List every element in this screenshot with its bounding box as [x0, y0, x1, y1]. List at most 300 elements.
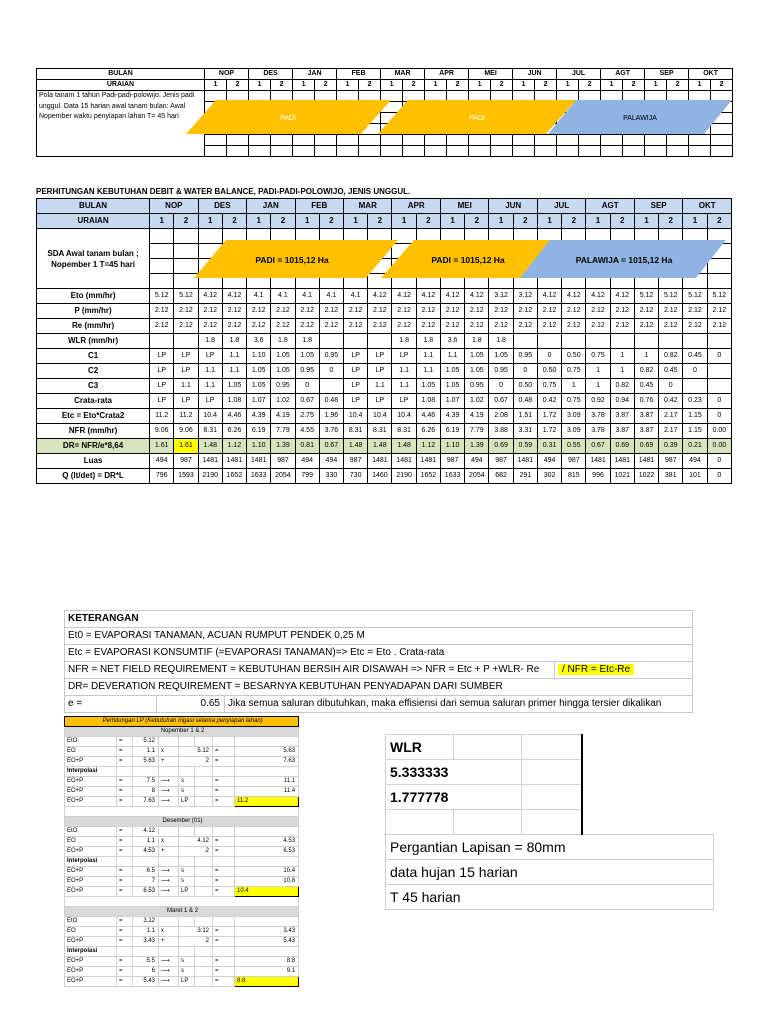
arrow-icon: ⟶	[159, 957, 179, 967]
value-cell: LP	[174, 349, 198, 364]
lp-cell: 4.12	[133, 827, 159, 837]
lp-cell	[213, 917, 235, 927]
half-month-header: 1	[557, 80, 579, 91]
value-cell: 1.1	[416, 364, 440, 379]
value-cell: 0.48	[319, 394, 343, 409]
lp-cell: =	[213, 957, 235, 967]
value-cell: 0.69	[634, 439, 658, 454]
month-header: DES	[198, 199, 246, 214]
value-cell: 0.82	[610, 379, 634, 394]
lp-cell: 2	[179, 937, 213, 947]
half-month-header: 1	[295, 214, 319, 229]
half-month-header: 1	[440, 214, 464, 229]
value-cell: 4.12	[465, 289, 489, 304]
lp-result: 8.8	[235, 977, 299, 987]
lp-cell: x	[159, 927, 179, 937]
lp-cell: =	[117, 867, 133, 877]
lp-cell	[133, 767, 159, 777]
lp-cell: EO+P	[65, 757, 117, 767]
lp-cell: =	[213, 797, 235, 807]
value-cell: 0	[707, 349, 731, 364]
lp-cell	[195, 767, 213, 777]
value-cell: 0	[683, 364, 707, 379]
value-cell: 2.12	[683, 319, 707, 334]
value-cell: 987	[489, 454, 513, 469]
value-cell: 4.1	[319, 289, 343, 304]
lp-cell: s	[179, 967, 195, 977]
legend-table	[64, 610, 693, 713]
value-cell: 1.05	[489, 349, 513, 364]
lp-cell	[179, 827, 195, 837]
lp-row	[65, 927, 299, 937]
lp-cell	[65, 807, 299, 817]
value-cell: 494	[465, 454, 489, 469]
bulan-header: BULAN	[37, 69, 205, 80]
lp-row	[65, 797, 299, 807]
value-cell: 1.05	[295, 349, 319, 364]
value-cell: 1.8	[295, 334, 319, 349]
palawija-area-band-label: PALAWIJA = 1015,12 Ha	[575, 255, 673, 265]
water-balance-title: PERHITUNGAN KEBUTUHAN DEBIT & WATER BALANCE, PADI-PADI-POLOWIJO, JENIS UNGGUL.	[36, 187, 411, 196]
value-cell: 2.12	[222, 304, 246, 319]
value-cell: 0.50	[537, 364, 561, 379]
lp-cell	[195, 777, 213, 787]
value-cell: 9.06	[174, 424, 198, 439]
data-row	[37, 454, 732, 469]
months-row	[37, 69, 733, 80]
value-cell: 6.19	[247, 424, 271, 439]
value-cell: 2.12	[416, 319, 440, 334]
lp-cell: s	[179, 787, 195, 797]
wlr-value-1: 5.333333	[386, 760, 522, 785]
value-cell: LP	[344, 379, 368, 394]
value-cell: 5.12	[659, 289, 683, 304]
value-cell: 2.12	[586, 319, 610, 334]
value-cell: 1481	[247, 454, 271, 469]
lp-section-row	[65, 817, 299, 827]
value-cell: 1.39	[465, 439, 489, 454]
value-cell: 3.09	[562, 424, 586, 439]
value-cell: 4.1	[344, 289, 368, 304]
value-cell: 2.12	[610, 304, 634, 319]
value-cell: 0.45	[634, 379, 658, 394]
half-month-header: 1	[425, 80, 447, 91]
value-cell: 2.12	[392, 319, 416, 334]
lp-cell: 7	[133, 877, 159, 887]
lp-cell: =	[117, 887, 133, 897]
value-cell: 987	[440, 454, 464, 469]
value-cell: 2.12	[562, 304, 586, 319]
value-cell: 0.95	[295, 364, 319, 379]
value-cell: 1.10	[440, 439, 464, 454]
lp-row	[65, 847, 299, 857]
lp-cell: =	[117, 777, 133, 787]
value-cell: LP	[150, 394, 174, 409]
lp-cell	[235, 947, 299, 957]
arrow-icon: ⟶	[159, 877, 179, 887]
half-month-header: 2	[222, 214, 246, 229]
lp-title: Perhitungan LP (Kebutuhan Irigasi selama penyiapan lahan)	[65, 717, 299, 727]
value-cell: 682	[489, 469, 513, 484]
value-cell: 2.12	[537, 319, 561, 334]
lp-cell: EO+P	[65, 877, 117, 887]
lp-row	[65, 837, 299, 847]
value-cell: 2.12	[586, 304, 610, 319]
value-cell: 1.1	[222, 349, 246, 364]
lp-cell: s	[179, 867, 195, 877]
lp-cell: 1.1	[133, 747, 159, 757]
value-cell: 0.67	[319, 439, 343, 454]
data-row	[37, 394, 732, 409]
value-cell: 2.12	[489, 304, 513, 319]
lp-cell	[195, 787, 213, 797]
month-header: SEP	[634, 199, 682, 214]
row-label: Re (mm/hr)	[37, 319, 150, 334]
lp-row	[65, 967, 299, 977]
value-cell: 1.07	[247, 394, 271, 409]
lp-cell: 3.43	[235, 927, 299, 937]
value-cell	[319, 379, 343, 394]
lp-cell: LP	[179, 797, 195, 807]
lp-cell	[213, 767, 235, 777]
value-cell: 2.12	[368, 304, 392, 319]
crop-band-diagram	[36, 90, 732, 156]
arrow-icon: ⟶	[159, 797, 179, 807]
value-cell: 5.12	[150, 289, 174, 304]
lp-cell	[235, 857, 299, 867]
value-cell: LP	[368, 349, 392, 364]
value-cell: 3.87	[610, 409, 634, 424]
arrow-icon: ⟶	[159, 887, 179, 897]
lp-cell: 3.12	[179, 927, 213, 937]
value-cell: 1.61	[174, 439, 198, 454]
data-row	[37, 289, 732, 304]
value-cell: 0	[537, 349, 561, 364]
value-cell: 0.59	[513, 439, 537, 454]
lp-cell: 6.5	[133, 867, 159, 877]
half-month-header: 1	[601, 80, 623, 91]
value-cell: 0	[319, 364, 343, 379]
value-cell: 1481	[610, 454, 634, 469]
padi-area-band-1-label: PADI = 1015,12 Ha	[255, 255, 329, 265]
month-header: FEB	[295, 199, 343, 214]
value-cell: LP	[392, 394, 416, 409]
value-cell: 4.39	[440, 409, 464, 424]
month-header: SEP	[645, 69, 689, 80]
month-header: NOP	[150, 199, 198, 214]
legend-line-etc: Etc = EVAPORASI KONSUMTIF (=EVAPORASI TANAMAN)=> Etc = Eto . Crata-rata	[65, 645, 693, 662]
value-cell: LP	[344, 364, 368, 379]
value-cell: 1652	[416, 469, 440, 484]
value-cell: LP	[198, 349, 222, 364]
uraian-header: URAIAN	[37, 214, 150, 229]
value-cell: 494	[683, 454, 707, 469]
value-cell: 1633	[247, 469, 271, 484]
sda-label: SDA Awal tanam bulan ; Nopember 1 T=45 hari	[37, 229, 150, 289]
lp-cell	[159, 737, 179, 747]
value-cell: 0	[707, 394, 731, 409]
lp-section-title: Desember (01)	[65, 817, 299, 827]
data-row	[37, 319, 732, 334]
value-cell: 1.51	[513, 409, 537, 424]
value-cell: 2.12	[440, 304, 464, 319]
value-cell: 0.00	[707, 439, 731, 454]
value-cell: 0.75	[537, 379, 561, 394]
value-cell: 0.67	[295, 394, 319, 409]
value-cell: 1.05	[465, 349, 489, 364]
lp-cell: 6.53	[133, 887, 159, 897]
value-cell: 2.12	[319, 304, 343, 319]
lp-cell: 5.12	[133, 737, 159, 747]
half-month-header: 1	[381, 80, 403, 91]
lp-row	[65, 857, 299, 867]
value-cell: 1481	[634, 454, 658, 469]
value-cell: 1.61	[150, 439, 174, 454]
value-cell: 2.12	[562, 319, 586, 334]
value-cell: 1.8	[198, 334, 222, 349]
value-cell: 0.00	[707, 424, 731, 439]
value-cell: 1.8	[465, 334, 489, 349]
half-month-header: 1	[513, 80, 535, 91]
value-cell: 2.12	[295, 319, 319, 334]
value-cell: 3.09	[562, 409, 586, 424]
lp-cell: s	[179, 777, 195, 787]
value-cell: 815	[562, 469, 586, 484]
data-row	[37, 424, 732, 439]
lp-section-title: Maret 1 & 2	[65, 907, 299, 917]
value-cell: 2.12	[344, 304, 368, 319]
row-label: Crata-rata	[37, 394, 150, 409]
arrow-icon: ⟶	[159, 977, 179, 987]
half-month-header: 2	[491, 80, 513, 91]
lp-cell: EtO	[65, 917, 117, 927]
lp-row	[65, 947, 299, 957]
lp-cell: EO	[65, 837, 117, 847]
lp-row	[65, 977, 299, 987]
value-cell: 2.12	[707, 304, 731, 319]
value-cell: 2.12	[247, 319, 271, 334]
value-cell: 8.31	[392, 424, 416, 439]
value-cell: 1	[610, 349, 634, 364]
value-cell: 0	[295, 379, 319, 394]
lp-cell: =	[117, 977, 133, 987]
value-cell: 2.12	[440, 319, 464, 334]
value-cell: 0.75	[562, 394, 586, 409]
value-cell: 3.87	[610, 424, 634, 439]
value-cell: 5.12	[634, 289, 658, 304]
lp-cell: 6	[133, 967, 159, 977]
value-cell: 2.12	[295, 304, 319, 319]
lp-cell	[133, 947, 159, 957]
lp-row	[65, 937, 299, 947]
value-cell: 2.17	[659, 409, 683, 424]
half-month-header: 1	[198, 214, 222, 229]
value-cell: 0.81	[295, 439, 319, 454]
half-month-header: 2	[416, 214, 440, 229]
lp-cell: 1.1	[133, 927, 159, 937]
month-header: NOP	[205, 69, 249, 80]
efficiency-note: Jika semua saluran dibutuhkan, maka effisiensi dari semua saluran primer hingga tersier dikalikan	[225, 696, 693, 713]
value-cell: 2.12	[465, 319, 489, 334]
value-cell: 0.75	[562, 364, 586, 379]
value-cell: LP	[174, 364, 198, 379]
lp-section-row	[65, 727, 299, 737]
lp-cell: EO+P	[65, 867, 117, 877]
half-month-header: 2	[403, 80, 425, 91]
value-cell: LP	[368, 394, 392, 409]
lp-cell	[213, 827, 235, 837]
value-cell: 1	[634, 349, 658, 364]
wlr-value-2: 1.777778	[386, 785, 522, 810]
lp-cell	[195, 867, 213, 877]
value-cell: 2.12	[247, 304, 271, 319]
value-cell: 4.39	[247, 409, 271, 424]
lp-result: 10.4	[235, 887, 299, 897]
value-cell: 1.1	[440, 349, 464, 364]
value-cell: LP	[150, 379, 174, 394]
lp-cell	[195, 737, 213, 747]
value-cell: 4.12	[368, 289, 392, 304]
value-cell: 2.12	[368, 319, 392, 334]
value-cell: 302	[537, 469, 561, 484]
pattern-note: Pola tanam 1 tahun Padi-padi-polowijo. Jenis padi unggul. Data 15 harian awal tanam bulan: Awal Nopember waktu penyiapan lahan T= 45 hari	[37, 91, 205, 157]
lp-cell: +	[159, 847, 179, 857]
value-cell: 0.45	[683, 349, 707, 364]
legend-title: KETERANGAN	[65, 611, 693, 628]
lp-cell: =	[117, 757, 133, 767]
lp-cell: 8.8	[235, 957, 299, 967]
value-cell: 1633	[440, 469, 464, 484]
value-cell	[150, 334, 174, 349]
value-cell: 2.75	[295, 409, 319, 424]
halves-row	[37, 80, 733, 91]
uraian-header: URAIAN	[37, 80, 205, 91]
value-cell: 1.8	[392, 334, 416, 349]
lp-cell: EO+P	[65, 777, 117, 787]
lp-cell: =	[117, 847, 133, 857]
month-header: AGT	[586, 199, 634, 214]
value-cell: 3.31	[513, 424, 537, 439]
value-cell: 1.07	[440, 394, 464, 409]
lp-cell: EO+P	[65, 967, 117, 977]
value-cell: 3.78	[586, 424, 610, 439]
lp-cell: 4.53	[235, 837, 299, 847]
data-row	[37, 439, 732, 454]
lp-cell: =	[117, 927, 133, 937]
lp-row	[65, 827, 299, 837]
value-cell: 1.8	[416, 334, 440, 349]
lp-cell: Interpolasi	[65, 767, 117, 777]
value-cell: 1460	[368, 469, 392, 484]
value-cell	[513, 334, 537, 349]
lp-cell: =	[213, 887, 235, 897]
value-cell	[634, 334, 658, 349]
value-cell	[683, 379, 707, 394]
lp-spacer-row	[65, 807, 299, 817]
half-month-header: 1	[469, 80, 491, 91]
palawija-band-label: PALAWIJA	[623, 115, 657, 122]
value-cell: 0.95	[271, 379, 295, 394]
value-cell: 0.69	[489, 439, 513, 454]
month-header: JUL	[537, 199, 585, 214]
value-cell: 4.1	[295, 289, 319, 304]
lp-cell	[195, 857, 213, 867]
value-cell: 2.12	[610, 319, 634, 334]
half-month-header: 2	[562, 214, 586, 229]
lp-cell: EO+P	[65, 787, 117, 797]
value-cell: 494	[319, 454, 343, 469]
half-month-header: 1	[249, 80, 271, 91]
value-cell: 2.12	[222, 319, 246, 334]
half-month-header: 1	[205, 80, 227, 91]
lp-cell: 5.5	[133, 957, 159, 967]
lp-cell	[213, 737, 235, 747]
lp-cell: x	[159, 837, 179, 847]
value-cell: 10.4	[198, 409, 222, 424]
value-cell: 2.12	[198, 304, 222, 319]
lp-row	[65, 787, 299, 797]
value-cell	[659, 334, 683, 349]
value-cell: 0.42	[537, 394, 561, 409]
month-header: MAR	[381, 69, 425, 80]
lp-cell	[195, 877, 213, 887]
half-month-header: 1	[293, 80, 315, 91]
value-cell: 987	[271, 454, 295, 469]
value-cell: 4.55	[295, 424, 319, 439]
value-cell: 4.46	[416, 409, 440, 424]
value-cell: 1.8	[271, 334, 295, 349]
value-cell: 1.05	[222, 379, 246, 394]
value-cell: 2.12	[465, 304, 489, 319]
value-cell: 4.46	[222, 409, 246, 424]
padi-area-band-2-label: PADI = 1015,12 Ha	[431, 255, 505, 265]
lp-cell	[179, 947, 195, 957]
value-cell: 494	[295, 454, 319, 469]
value-cell: 987	[562, 454, 586, 469]
value-cell: 2.12	[537, 304, 561, 319]
value-cell: 2.12	[271, 304, 295, 319]
value-cell: 1.96	[319, 409, 343, 424]
value-cell: 494	[537, 454, 561, 469]
lp-cell: 5.43	[235, 937, 299, 947]
value-cell: 1481	[416, 454, 440, 469]
value-cell: 1.48	[368, 439, 392, 454]
lp-cell: EO	[65, 747, 117, 757]
value-cell: 0.42	[659, 394, 683, 409]
value-cell: 3.78	[586, 409, 610, 424]
lp-cell: EtO	[65, 827, 117, 837]
value-cell: 1.1	[198, 379, 222, 394]
lp-cell: 7.63	[235, 757, 299, 767]
value-cell	[586, 334, 610, 349]
value-cell: 3.12	[489, 289, 513, 304]
lp-cell: =	[213, 977, 235, 987]
half-month-header: 2	[368, 214, 392, 229]
lp-cell	[195, 887, 213, 897]
value-cell: 7.79	[465, 424, 489, 439]
value-cell: 6.26	[416, 424, 440, 439]
lp-cell	[195, 947, 213, 957]
row-label: C3	[37, 379, 150, 394]
value-cell: 1.02	[271, 394, 295, 409]
half-month-header: 1	[150, 214, 174, 229]
data-row	[37, 334, 732, 349]
value-cell: 8.31	[368, 424, 392, 439]
value-cell	[368, 334, 392, 349]
value-cell: 1.02	[465, 394, 489, 409]
value-cell: 4.12	[222, 289, 246, 304]
value-cell: LP	[150, 364, 174, 379]
